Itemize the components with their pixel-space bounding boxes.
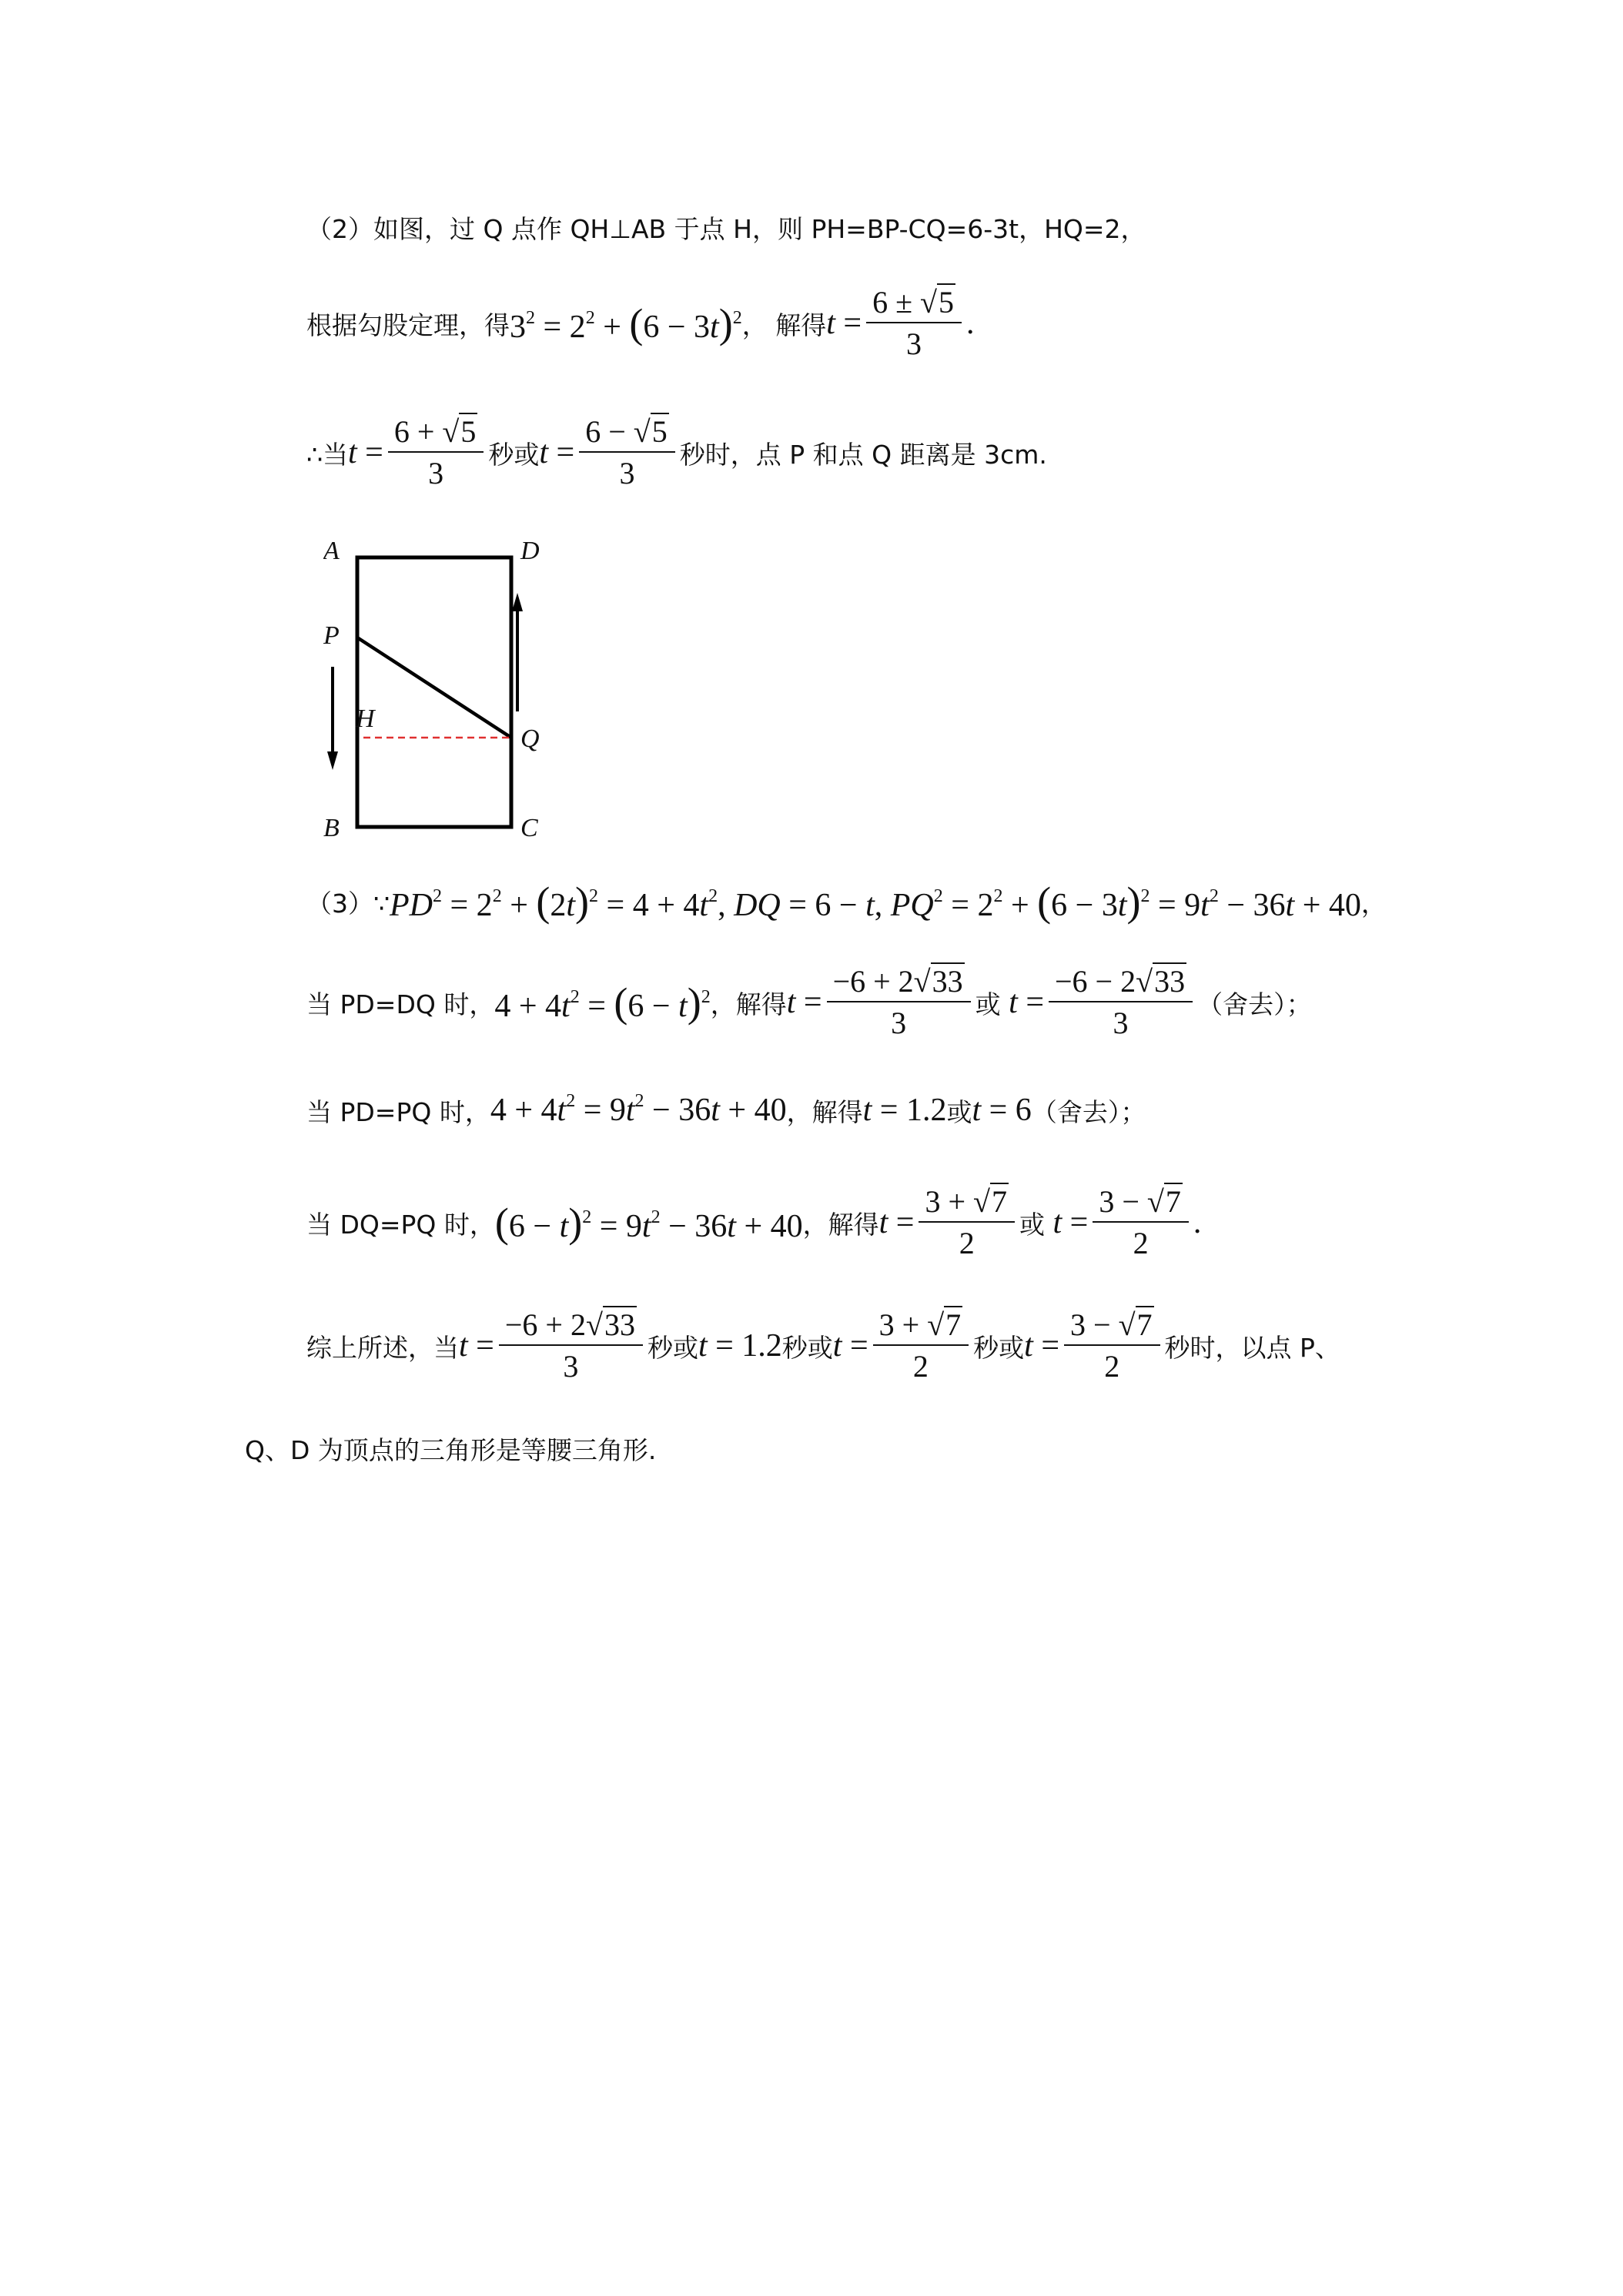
line6-mid: ，解得 bbox=[786, 1096, 863, 1127]
label-q: Q bbox=[520, 725, 540, 753]
label-d: D bbox=[520, 537, 540, 565]
fraction-neg6m2sqrt33-over-3: $\frac{-6 - 2√33}{3}$ bbox=[1049, 966, 1193, 1039]
line8-sep-3: 秒或 bbox=[973, 1332, 1025, 1363]
fraction-6m-sqrt5-over-3: $\frac{6 - √5}{3}$ bbox=[579, 416, 675, 490]
fraction-3m-sqrt7-over-2: $\frac{3 - √7}{2}$ bbox=[1093, 1186, 1189, 1260]
text-line-6: 当 PD=PQ 时， $4 + 4t^2 = 9t^2 - 36t + 40$ ，解得 t = 1.2 或 t = 6 （舍去）； bbox=[306, 1091, 1146, 1128]
line7-mid: ，解得 bbox=[802, 1209, 879, 1240]
line2-prefix: 根据勾股定理，得 bbox=[306, 310, 510, 340]
text-line-5: 当 PD=DQ 时， $4 + 4t^2 = (6 - t)^2$ ，解得 t = $\frac{-6 + 2√33}{3}$ 或 t = $\frac{-6 - 2√33}{3}$ （舍去）； bbox=[306, 964, 1312, 1040]
label-c: C bbox=[520, 814, 538, 842]
summary-fraction-1: $\frac{-6 + 2√33}{3}$ bbox=[499, 1309, 643, 1383]
equation-dq-eq-pq: $(6 - t)^2 = 9t^2 - 36t + 40$ bbox=[494, 1200, 803, 1246]
line5-mid: ，解得 bbox=[710, 989, 787, 1019]
equation-pd-dq-pq: $PD^2 = 2^2 + (2t)^2 = 4 + 4t^2$, DQ = 6 − t, $PQ^2 = 2^2 + (6 - 3t)^2 = 9t^2 - 36t + 40$ bbox=[390, 879, 1361, 925]
line5-suffix: （舍去）； bbox=[1197, 989, 1312, 1019]
equation-t: t = bbox=[826, 306, 862, 341]
text-line-3: ∴当 t = $\frac{6 + √5}{3}$ 秒或 t = $\frac{6 - √5}{3}$ 秒时，点 P 和点 Q 距离是 3cm. bbox=[306, 414, 1047, 490]
rectangle-abcd bbox=[357, 557, 511, 827]
line2-suffix: ， 解得 bbox=[741, 310, 827, 340]
label-b: B bbox=[323, 814, 340, 842]
segment-pq bbox=[357, 638, 511, 738]
line6-prefix: 当 PD=PQ 时， bbox=[306, 1096, 490, 1127]
fraction-6pm-sqrt5-over-3: $\frac{6 \pm √5}{3}$ bbox=[866, 286, 962, 360]
line7-or: 或 bbox=[1019, 1209, 1045, 1240]
line5-prefix: 当 PD=DQ 时， bbox=[306, 989, 495, 1019]
line5-or: 或 bbox=[975, 989, 1001, 1019]
line8-sep-2: 秒或 bbox=[781, 1332, 833, 1363]
fraction-3p-sqrt7-over-2: $\frac{3 + √7}{2}$ bbox=[919, 1186, 1015, 1260]
line4-prefix: （3）∵ bbox=[306, 888, 390, 919]
summary-fraction-3: $\frac{3 - √7}{2}$ bbox=[1064, 1309, 1160, 1383]
line8-sep-1: 秒或 bbox=[647, 1332, 698, 1363]
equation-pd-eq-pq: $4 + 4t^2 = 9t^2 - 36t + 40$ bbox=[490, 1091, 787, 1128]
arrow-up-icon bbox=[512, 593, 523, 611]
equation-pythagoras: $3^2 = 2^2 + (6 - 3t)^2$ bbox=[510, 300, 742, 346]
text-line-1 bbox=[306, 209, 1146, 246]
text-line-7: 当 DQ=PQ 时， $(6 - t)^2 = 9t^2 - 36t + 40$ ，解得 t = $\frac{3 + √7}{2}$ 或 t = $\frac{3 - √7}{2}$ . bbox=[306, 1184, 1202, 1260]
arrow-down-icon bbox=[327, 751, 338, 770]
line3-prefix: ∴当 bbox=[306, 439, 348, 470]
fraction-6p-sqrt5-over-3: $\frac{6 + √5}{3}$ bbox=[388, 416, 484, 490]
rectangle-figure bbox=[323, 531, 577, 847]
text-line-8: 综上所述，当 t = $\frac{-6 + 2√33}{3}$ 秒或 t = 1.2 秒或 t = $\frac{3 + √7}{2}$ 秒或 t = $\frac{3 - √7}{2}$ 秒时，以点 P、 bbox=[306, 1307, 1340, 1384]
label-p: P bbox=[323, 621, 340, 650]
line8-prefix: 综上所述，当 bbox=[306, 1332, 459, 1363]
line9-text: Q、D 为顶点的三角形是等腰三角形. bbox=[245, 1435, 657, 1465]
fraction-neg6p2sqrt33-over-3: $\frac{-6 + 2√33}{3}$ bbox=[827, 966, 971, 1039]
line3-mid: 秒或 bbox=[488, 439, 540, 470]
line8-suffix: 秒时，以点 P、 bbox=[1164, 1332, 1340, 1363]
summary-fraction-2: $\frac{3 + √7}{2}$ bbox=[873, 1309, 969, 1383]
text-line-9 bbox=[245, 1431, 656, 1467]
line3-suffix: 秒时，点 P 和点 Q 距离是 3cm. bbox=[679, 439, 1047, 470]
label-a: A bbox=[323, 537, 340, 565]
equation-pd-eq-dq: $4 + 4t^2 = (6 - t)^2$ bbox=[494, 979, 711, 1026]
line7-end: . bbox=[1193, 1205, 1202, 1240]
line7-prefix: 当 DQ=PQ 时， bbox=[306, 1209, 495, 1240]
line6-or: 或 bbox=[946, 1096, 972, 1127]
text-line-2: 根据勾股定理，得 $3^2 = 2^2 + (6 - 3t)^2$ ， 解得 t = $\frac{6 \pm √5}{3}$ . bbox=[306, 285, 975, 361]
label-h: H bbox=[356, 705, 375, 733]
line6-suffix: （舍去）； bbox=[1031, 1096, 1146, 1127]
line1-text: （2）如图，过 Q 点作 QH⊥AB 于点 H，则 PH=BP-CQ=6-3t，HQ=2， bbox=[306, 214, 1146, 244]
text-line-4: （3）∵ $PD^2 = 2^2 + (2t)^2 = 4 + 4t^2$, DQ = 6 − t, $PQ^2 = 2^2 + (6 - 3t)^2 = 9t^2 - 36t + 40$ ， bbox=[306, 879, 1387, 925]
